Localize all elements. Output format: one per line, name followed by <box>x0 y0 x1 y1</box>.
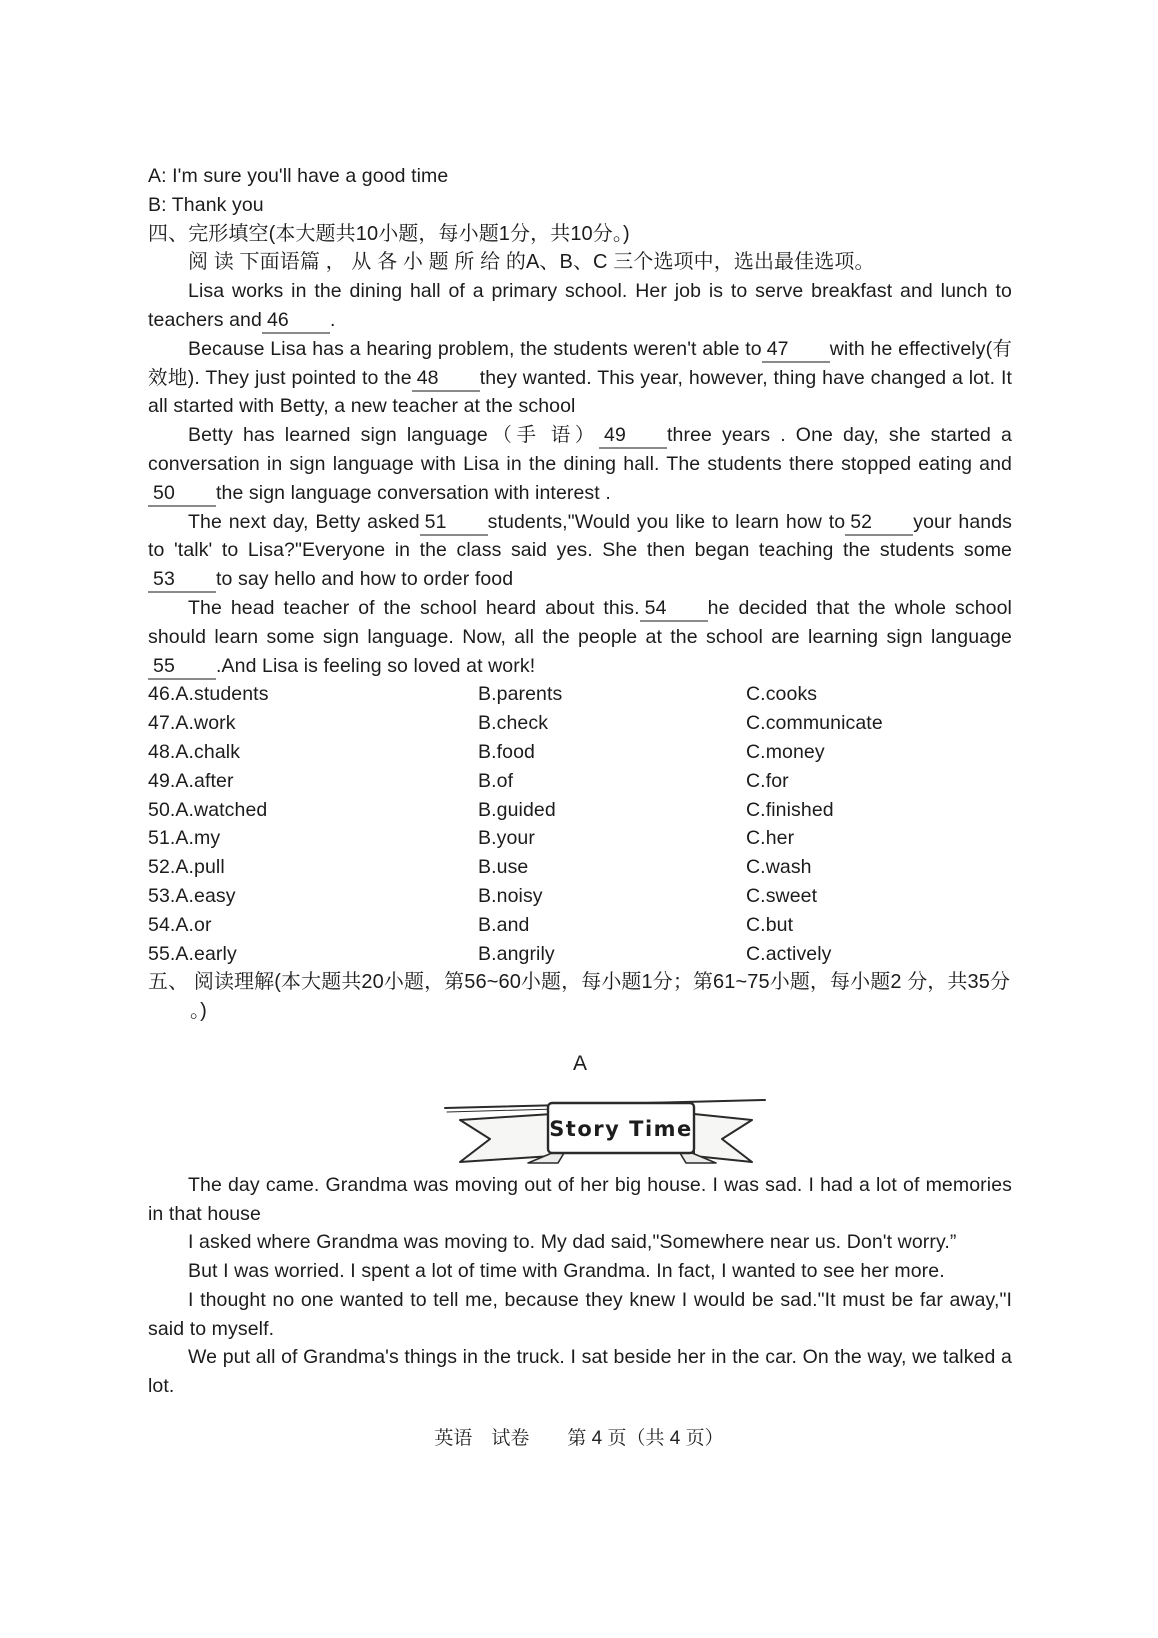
paragraph: I thought no one wanted to tell me, because they knew I would be sad."It must be far away,"I said to myself. <box>148 1288 1012 1340</box>
option-54-a: 54.A.or <box>148 913 212 936</box>
blank-55: 55 <box>148 655 216 680</box>
option-53-b: B.noisy <box>478 884 543 907</box>
blank-47: 47 <box>762 338 830 363</box>
option-row-50 <box>148 796 1012 825</box>
option-row-51 <box>148 824 1012 853</box>
option-48-c: C.money <box>746 740 825 763</box>
option-47-b: B.check <box>478 712 549 735</box>
blank-51: 51 <box>420 511 488 536</box>
option-49-b: B.of <box>478 769 514 792</box>
option-52-c: C.wash <box>746 856 812 879</box>
option-46-c: C.cooks <box>746 683 818 706</box>
dialogue-line-a: A: I'm sure you'll have a good time <box>148 165 449 187</box>
paragraph: The day came. Grandma was moving out of her big house. I was sad. I had a lot of memories in that house <box>148 1173 1012 1225</box>
option-55-c: C.actively <box>746 942 832 965</box>
ribbon-left-tail <box>460 1114 552 1162</box>
option-49-a: 49.A.after <box>148 769 234 792</box>
option-46-a: 46.A.students <box>148 683 269 706</box>
option-47-c: C.communicate <box>746 712 883 735</box>
option-row-52 <box>148 853 1012 882</box>
ribbon-banner-graphic <box>440 1093 770 1169</box>
blank-53: 53 <box>148 568 216 593</box>
blank-48: 48 <box>412 367 480 392</box>
story-passage <box>148 1171 1012 1401</box>
option-50-b: B.guided <box>478 798 556 821</box>
option-51-b: B.your <box>478 827 535 850</box>
paragraph: Betty has learned sign language（手 语） 49 three years . One day, she started a conversation in sign language with Lisa in the dining hall. The students there stopped eating and50 the sign language conversation with interest . <box>148 421 1012 507</box>
option-52-b: B.use <box>478 856 529 879</box>
option-54-c: C.but <box>746 913 794 936</box>
option-51-a: 51.A.my <box>148 827 221 850</box>
option-row-46 <box>148 680 1012 709</box>
option-row-47 <box>148 709 1012 738</box>
cloze-options-table <box>148 680 1012 968</box>
option-53-a: 53.A.easy <box>148 884 236 907</box>
blank-50: 50 <box>148 482 216 507</box>
option-51-c: C.her <box>746 827 795 850</box>
option-53-c: C.sweet <box>746 884 818 907</box>
blank-46: 46 <box>262 309 330 334</box>
option-row-49 <box>148 767 1012 796</box>
option-55-a: 55.A.early <box>148 942 237 965</box>
section5-heading-line2: 。) <box>190 1000 207 1023</box>
paragraph: The head teacher of the school heard about this. 54 he decided that the whole school should learn some sign language. Now, all the people at the school are learning sign language 55 .And Lisa is feeling so loved at work! <box>148 594 1012 680</box>
reading-passage-label: A <box>572 1051 588 1075</box>
paragraph: The next day, Betty asked 51 students,"Would you like to learn how to 52 your hands to 'talk' to Lisa?"Everyone in the class said yes. She then began teaching the students some53 to say hello and how to order food <box>148 508 1012 594</box>
cloze-passage <box>148 277 1012 680</box>
option-49-c: C.for <box>746 769 789 792</box>
blank-52: 52 <box>845 511 913 536</box>
option-50-c: C.finished <box>746 798 834 821</box>
option-row-48 <box>148 738 1012 767</box>
paragraph: Lisa works in the dining hall of a primary school. Her job is to serve breakfast and lunch to teachers and 46 . <box>148 277 1012 335</box>
option-row-54 <box>148 911 1012 940</box>
option-46-b: B.parents <box>478 683 563 706</box>
option-row-55 <box>148 940 1012 969</box>
dialogue-line-b: B: Thank you <box>148 193 264 216</box>
page-content <box>148 162 1012 1401</box>
page-footer: 英语 试卷 第 4 页（共 4 页） <box>434 1428 724 1449</box>
section5-heading-line1: 五、 阅读理解(本大题共20小题，第56~60小题，每小题1分；第61~75小题，每小题2 分，共35分 <box>148 971 1011 994</box>
banner-title: Story Time <box>549 1116 693 1141</box>
option-48-a: 48.A.chalk <box>148 740 241 763</box>
option-47-a: 47.A.work <box>148 712 236 735</box>
paragraph: I asked where Grandma was moving to. My dad said,"Somewhere near us. Don't worry.” <box>188 1231 957 1254</box>
option-48-b: B.food <box>478 740 535 763</box>
story-time-banner <box>173 1093 1037 1169</box>
blank-49: 49 <box>599 424 667 449</box>
option-row-53 <box>148 882 1012 911</box>
option-55-b: B.angrily <box>478 942 555 965</box>
paragraph: Because Lisa has a hearing problem, the students weren't able to 47 with he effectively(有效地). They just pointed to the 48 they wanted. This year, however, thing have changed a lot. It all started with Betty, a new teacher at the school <box>148 337 1012 418</box>
paragraph: We put all of Grandma's things in the truck. I sat beside her in the car. On the way, we talked a lot. <box>148 1346 1012 1398</box>
option-50-a: 50.A.watched <box>148 798 268 821</box>
section4-instructions: 阅 读 下面语篇 ， 从 各 小 题 所 给 的A、B、C 三个选项中，选出最佳选项。 <box>188 251 875 274</box>
section4-heading: 四、完形填空(本大题共10小题，每小题1分，共10分。) <box>148 222 630 245</box>
paragraph: But I was worried. I spent a lot of time with Grandma. In fact, I wanted to see her more. <box>188 1260 945 1283</box>
ribbon-right-tail <box>694 1114 752 1162</box>
option-54-b: B.and <box>478 913 530 936</box>
option-52-a: 52.A.pull <box>148 856 225 879</box>
blank-54: 54 <box>640 597 708 622</box>
